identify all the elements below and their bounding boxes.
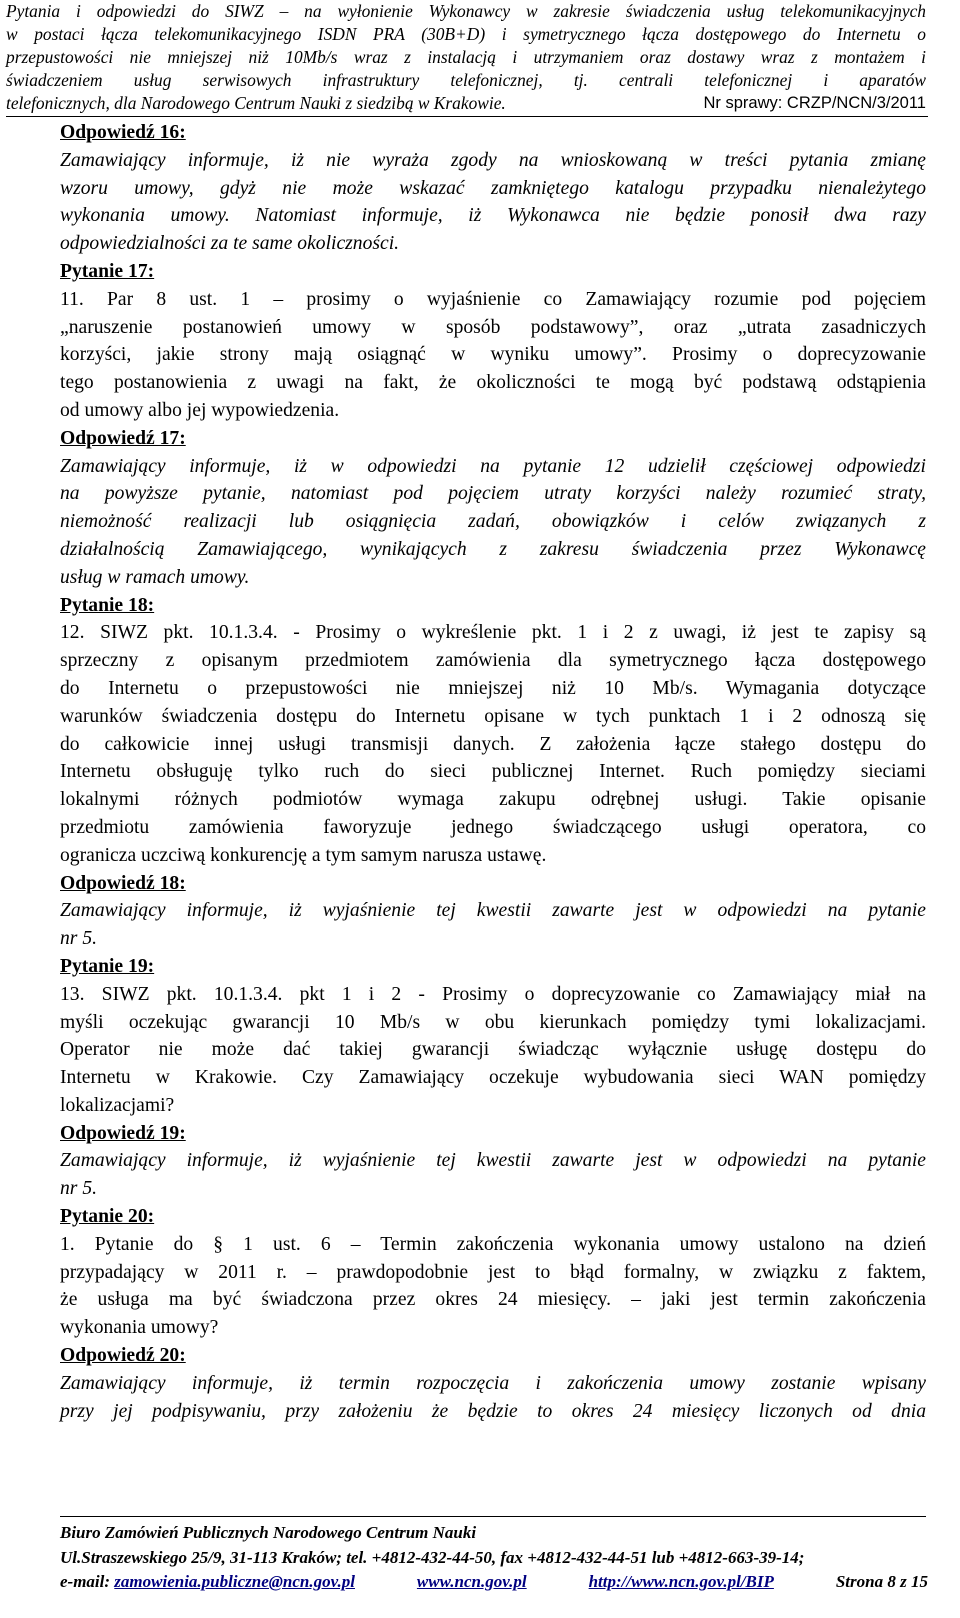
header-line: świadczeniem usług serwisowych infrastruktury telefonicznej, tj. centrali telefonicznej i aparatów	[6, 70, 926, 90]
answer-19-text: Zamawiający informuje, iż wyjaśnienie tej kwestii zawarte jest w odpowiedzi na pytanie nr 5.	[60, 1150, 926, 1200]
question-20-heading: Pytanie 20:	[60, 1206, 155, 1228]
question-18-text: 12. SIWZ pkt. 10.1.3.4. - Prosimy o wykreślenie pkt. 1 i 2 z uwagi, iż jest te zapisy są sprzeczny z opisanym przedmiotem zamówienia dla symetrycznego łącza dostępowego do Internetu o przepustowości nie mniejszej niż 10 Mb/s. Wymagania dotyczące warunków świadczenia dostępu do Internetu opisane w tych punktach 1 i 2 odnoszą się do całkowicie innej usługi transmisji danych. Z założenia łącze stałego dostępu do Internetu obsługuję tylko ruch do sieci publicznej Internet. Ruch pomiędzy sieciami lokalnymi różnych podmiotów wymaga zakupu odrębnej usługi. Takie opisanie przedmiotu zamówienia faworyzuje jednego świadczącego usługi operatora, co ogranicza uczciwą konkurencję a tym samym narusza ustawę.	[60, 622, 926, 866]
header-last-line	[6, 92, 926, 115]
question-18-heading: Pytanie 18:	[60, 594, 155, 616]
answer-17-text: Zamawiający informuje, iż w odpowiedzi na pytanie 12 udzielił częściowej odpowiedzi na powyższe pytanie, natomiast pod pojęciem utraty korzyści należy rozumieć straty, niemożność realizacji lub osiągnięcia zadań, obowiązków i celów związanych z działalnością Zamawiającego, wynikających z zakresu świadczenia przez Wykonawcę usług w ramach umowy.	[60, 455, 926, 588]
document-body	[60, 119, 926, 1425]
header-divider	[6, 116, 928, 117]
question-19-heading: Pytanie 19:	[60, 955, 155, 977]
page-header	[6, 0, 926, 115]
answer-16-heading: Odpowiedź 16:	[60, 122, 186, 143]
footer-address: Ul.Straszewskiego 25/9, 31-113 Kraków; tel. +4812-432-44-50, fax +4812-432-44-51 lub +4812-663-39-14;	[60, 1547, 805, 1567]
header-line: przepustowości nie mniejszej niż 10Mb/s wraz z instalacją i utrzymaniem oraz dostawy wraz z montażem i	[6, 47, 926, 67]
page-footer	[60, 1521, 928, 1595]
header-line: Pytania i odpowiedzi do SIWZ – na wyłonienie Wykonawcy w zakresie świadczenia usług telekomunikacyjnych	[6, 1, 926, 21]
answer-17-heading: Odpowiedź 17:	[60, 427, 186, 449]
footer-org: Biuro Zamówień Publicznych Narodowego Centrum Nauki	[60, 1523, 477, 1542]
footer-email-link[interactable]: zamowienia.publiczne@ncn.gov.pl	[114, 1572, 355, 1591]
answer-19-heading: Odpowiedź 19:	[60, 1122, 186, 1144]
question-20-text: 1. Pytanie do § 1 ust. 6 – Termin zakończenia wykonania umowy ustalono na dzień przypadający w 2011 r. – prawdopodobnie jest to błąd formalny, w związku z faktem, że usługa ma być świadczona przez okres 24 miesięcy. – jaki jest termin zakończenia wykonania umowy?	[60, 1233, 926, 1339]
answer-18-text: Zamawiający informuje, iż wyjaśnienie tej kwestii zawarte jest w odpowiedzi na pytanie nr 5.	[60, 900, 926, 950]
question-17-text: 11. Par 8 ust. 1 – prosimy o wyjaśnienie co Zamawiający rozumie pod pojęciem „naruszenie postanowień umowy w sposób podstawowy”, oraz „utrata zasadniczych korzyści, jakie strony mają osiągnąć w wyniku umowy”. Prosimy o doprecyzowanie tego postanowienia z uwagi na fakt, że okoliczności te mogą być podstawą odstąpienia od umowy albo jej wypowiedzenia.	[60, 288, 926, 421]
footer-contact-row	[60, 1570, 928, 1595]
case-number: Nr sprawy: CRZP/NCN/3/2011	[703, 94, 926, 112]
page-number: Strona 8 z 15	[835, 1572, 928, 1591]
header-line: w postaci łącza telekomunikacyjnego ISDN PRA (30B+D) i symetrycznego łącza dostępowego do Internetu o	[6, 24, 926, 44]
answer-18-heading: Odpowiedź 18:	[60, 872, 186, 894]
answer-16-text: Zamawiający informuje, iż nie wyraża zgody na wnioskowaną w treści pytania zmianę wzoru umowy, gdyż nie może wskazać zamkniętego katalogu przypadku nienależytego wykonania umowy. Natomiast informuje, iż Wykonawca nie będzie ponosił dwa razy odpowiedzialności za te same okoliczności.	[60, 149, 926, 255]
footer-email-label: e-mail:	[60, 1572, 111, 1591]
question-19-text: 13. SIWZ pkt. 10.1.3.4. pkt 1 i 2 - Prosimy o doprecyzowanie co Zamawiający miał na myśli oczekując gwarancji 10 Mb/s w obu kierunkach pomiędzy tymi lokalizacjami. Operator nie może dać takiej gwarancji świadcząc wyłącznie usługę dostępu do Internetu w Krakowie. Czy Zamawiający oczekuje wybudowania sieci WAN pomiędzy lokalizacjami?	[60, 983, 926, 1116]
footer-bip-link[interactable]: http://www.ncn.gov.pl/BIP	[588, 1572, 774, 1591]
answer-20-text: Zamawiający informuje, iż termin rozpoczęcia i zakończenia umowy zostanie wpisany przy jej podpisywaniu, przy założeniu że będzie to okres 24 miesięcy liczonych od dnia	[60, 1372, 926, 1422]
answer-20-heading: Odpowiedź 20:	[60, 1345, 186, 1367]
footer-divider	[60, 1516, 926, 1517]
header-line: telefonicznych, dla Narodowego Centrum Nauki z siedzibą w Krakowie.	[6, 93, 506, 113]
footer-website-link[interactable]: www.ncn.gov.pl	[416, 1572, 527, 1591]
question-17-heading: Pytanie 17:	[60, 260, 155, 282]
